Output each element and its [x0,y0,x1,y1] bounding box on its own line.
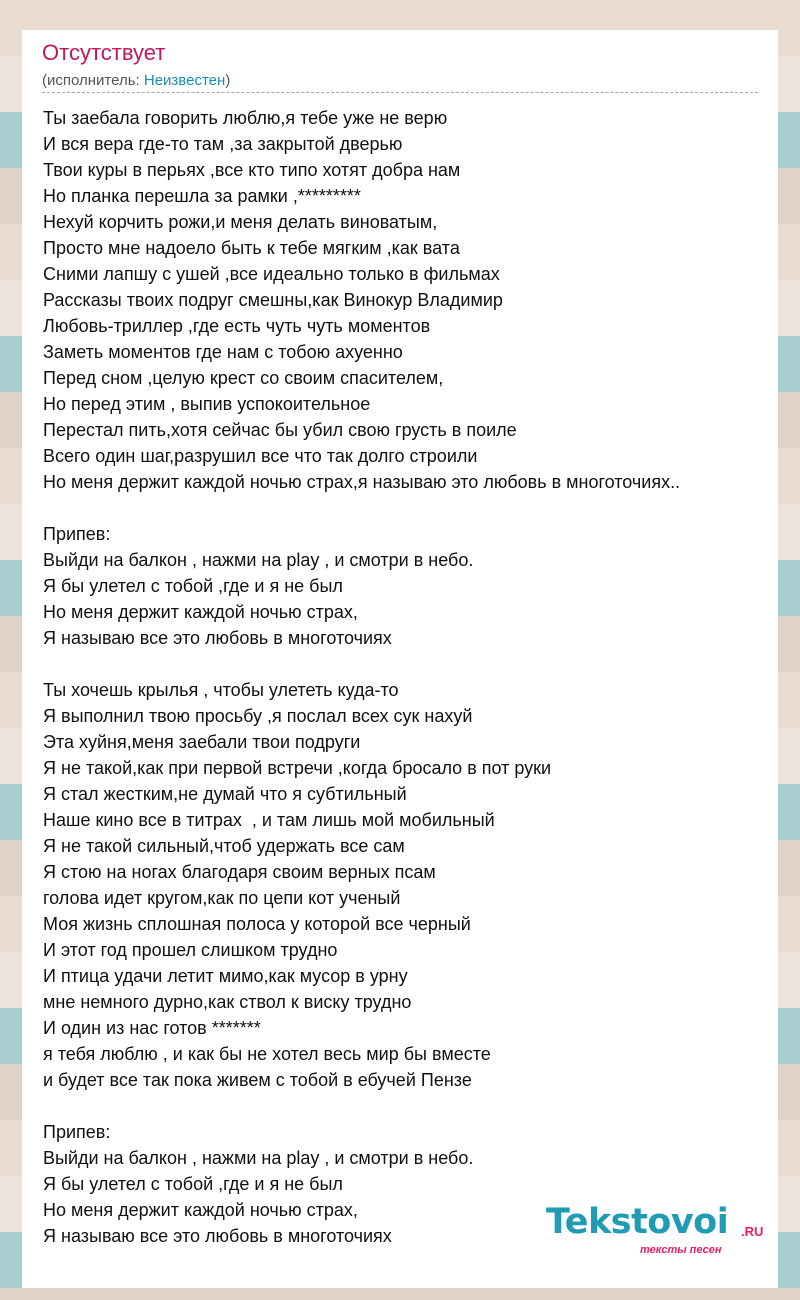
lyrics-line: И вся вера где-то там ,за закрытой дверью [43,134,403,154]
lyrics-line: я тебя люблю , и как бы не хотел весь мир бы вместе [43,1044,491,1064]
artist-link[interactable]: Неизвестен [143,72,226,89]
site-tagline: тексты песен [640,1244,722,1256]
lyrics-line: Но меня держит каждой ночью страх, [43,602,358,622]
site-logo-tld: .RU [741,1224,764,1239]
lyrics-line: Я называю все это любовь в многоточиях [43,1226,392,1246]
site-logo[interactable]: Tekstovoi [546,1202,729,1242]
lyrics-line: Перестал пить,хотя сейчас бы убил свою грусть в поиле [43,420,517,440]
song-title: Отсутствует [42,40,166,65]
lyrics-line: Перед сном ,целую крест со своим спасителем, [43,368,444,388]
meta-suffix: ) [225,72,231,89]
lyrics-line: голова идет кругом,как по цепи кот ученый [43,888,401,908]
lyrics-line: Припев: [43,524,111,544]
lyrics-line: Но перед этим , выпив успокоительное [43,394,371,414]
lyrics-line: Я бы улетел с тобой ,где и я не был [43,576,343,596]
lyrics-line: Наше кино все в титрах , и там лишь мой мобильный [43,810,495,830]
lyrics-blank-line [43,651,773,677]
lyrics-line: Эта хуйня,меня заебали твои подруги [43,732,361,752]
lyrics-line: Я стою на ногах благодаря своим верных псам [43,862,436,882]
lyrics-line: Ты заебала говорить люблю,я тебе уже не верю [43,108,448,128]
lyrics-line: Но меня держит каждой ночью страх, [43,1200,358,1220]
lyrics-line: Моя жизнь сплошная полоса у которой все черный [43,914,471,934]
lyrics-line: Я называю все это любовь в многоточиях [43,628,392,648]
song-meta [42,72,230,89]
lyrics-line: Я не такой сильный,чтоб удержать все сам [43,836,405,856]
lyrics-line: Рассказы твоих подруг смешны,как Винокур Владимир [43,290,503,310]
lyrics-line: Выйди на балкон , нажми на play , и смотри в небо. [43,550,474,570]
lyrics-line: Просто мне надоело быть к тебе мягким ,как вата [43,238,460,258]
lyrics-line: Но меня держит каждой ночью страх,я называю это любовь в многоточиях.. [43,472,681,492]
lyrics-line: Я не такой,как при первой встречи ,когда бросало в пот руки [43,758,552,778]
lyrics-line: Я выполнил твою просьбу ,я послал всех сук нахуй [43,706,473,726]
lyrics-line: Сними лапшу с ушей ,все идеально только в фильмах [43,264,500,284]
lyrics-line: Я бы улетел с тобой ,где и я не был [43,1174,343,1194]
lyrics-line: мне немного дурно,как ствол к виску трудно [43,992,412,1012]
lyrics-line: И один из нас готов ******* [43,1018,261,1038]
lyrics-card [22,30,778,1288]
lyrics-line: Твои куры в перьях ,все кто типо хотят добра нам [43,160,461,180]
lyrics-text [43,105,773,1249]
lyrics-line: Выйди на балкон , нажми на play , и смотри в небо. [43,1148,474,1168]
lyrics-blank-line [43,495,773,521]
lyrics-line: Любовь-триллер ,где есть чуть чуть моментов [43,316,431,336]
lyrics-line: И птица удачи летит мимо,как мусор в урну [43,966,408,986]
lyrics-line: Я стал жестким,не думай что я субтильный [43,784,407,804]
lyrics-line: Нехуй корчить рожи,и меня делать виноватым, [43,212,438,232]
lyrics-line: И этот год прошел слишком трудно [43,940,338,960]
lyrics-line: Всего один шаг,разрушил все что так долго строили [43,446,478,466]
lyrics-line: Заметь моментов где нам с тобою ахуенно [43,342,403,362]
lyrics-line: Припев: [43,1122,111,1142]
lyrics-blank-line [43,1093,773,1119]
lyrics-line: Ты хочешь крылья , чтобы улететь куда-то [43,680,399,700]
meta-prefix: (исполнитель: [42,72,144,89]
title-divider [42,92,758,93]
lyrics-line: и будет все так пока живем с тобой в ебучей Пензе [43,1070,472,1090]
lyrics-line: Но планка перешла за рамки ,********* [43,186,361,206]
